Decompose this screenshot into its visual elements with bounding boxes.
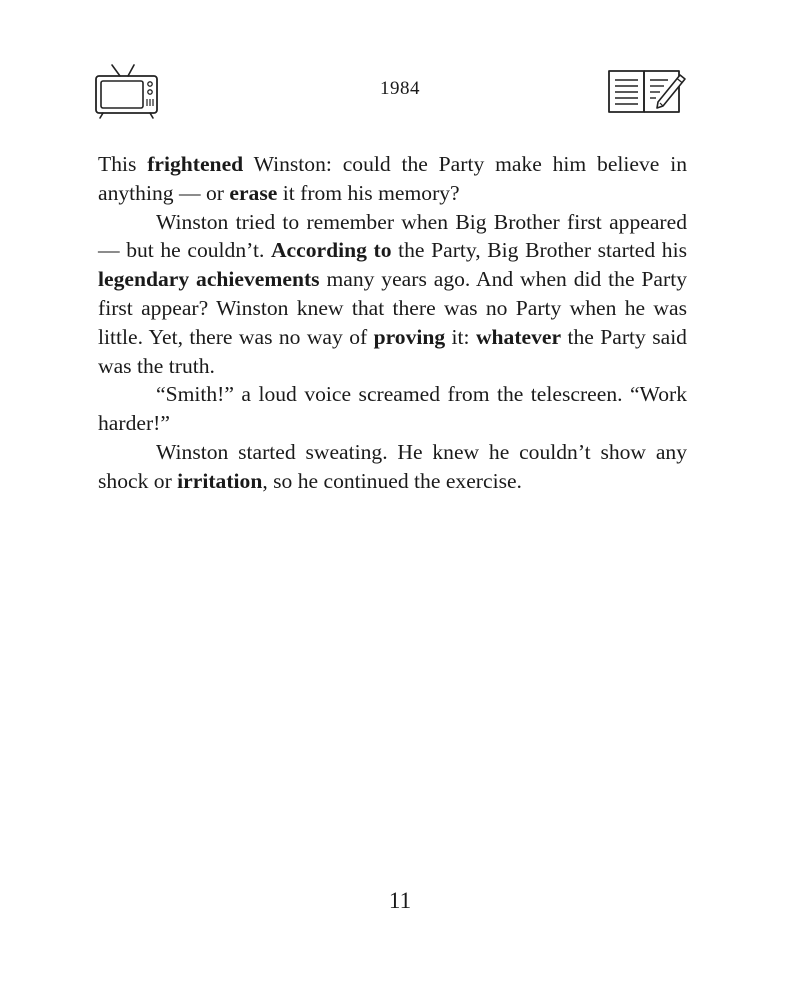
paragraph <box>98 208 687 381</box>
text-run: Winston started sweating. He knew he couldn’t show any shock or <box>98 439 687 493</box>
vocabulary-word: proving <box>373 324 446 349</box>
vocabulary-word: whatever <box>475 324 562 349</box>
vocabulary-word: irritation <box>177 468 263 493</box>
open-book-pencil-icon <box>606 66 688 116</box>
text-run: the Party said was the truth. <box>98 324 687 378</box>
vocabulary-word: frightened <box>147 152 244 176</box>
page-number: 11 <box>388 888 412 913</box>
vocabulary-word: legendary achievements <box>98 267 320 292</box>
page-header <box>0 0 800 130</box>
vocabulary-word: According to <box>270 238 392 263</box>
text-run: Winston tried to remember when Big Brother first appeared — but he couldn’t. <box>98 209 687 263</box>
chapter-text <box>98 150 687 496</box>
paragraph <box>98 150 687 208</box>
text-run: , so he continued the exercise. <box>262 468 522 493</box>
text-run: it from his memory? <box>277 180 460 205</box>
paragraph <box>98 438 687 496</box>
text-run: the Party, Big Brother started his <box>391 238 687 263</box>
running-title: 1984 <box>380 78 420 99</box>
text-run: many years ago. And when did the Party first appear? Winston knew that there was no Party when he was little. Yet, there was no way of <box>98 267 688 349</box>
text-run: Winston: could the Party make him believe in anything — or <box>98 152 687 205</box>
text-run: “Smith!” a loud voice screamed from the telescreen. “Work harder!” <box>98 382 687 436</box>
vocabulary-word: erase <box>229 180 278 205</box>
text-run: This <box>98 152 148 176</box>
text-run: it: <box>445 324 476 349</box>
paragraph <box>98 380 687 438</box>
